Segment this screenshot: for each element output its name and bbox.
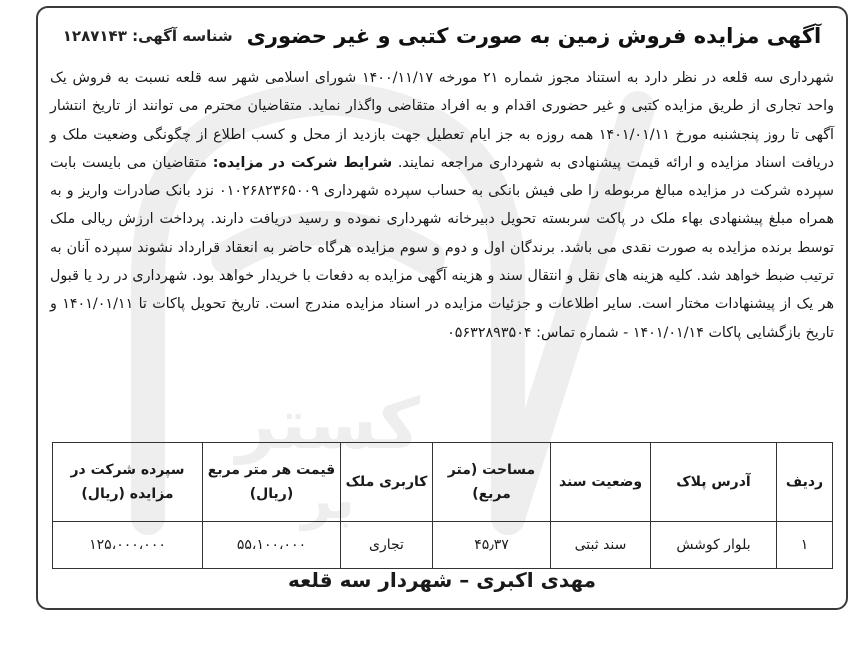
cell-deposit: ۱۲۵،۰۰۰،۰۰۰ xyxy=(53,522,203,569)
col-header-deposit: سپرده شرکت در مزایده (ریال) xyxy=(53,443,203,522)
notice-body xyxy=(50,64,834,347)
col-header-usage: کاربری ملک xyxy=(341,443,433,522)
property-table xyxy=(52,442,833,569)
col-header-area: مساحت (متر مربع) xyxy=(433,443,551,522)
notice-title: آگهی مزایده فروش زمین به صورت کتبی و غیر حضوری xyxy=(246,24,822,48)
notice-id: شناسه آگهی: ۱۲۸۷۱۴۳ xyxy=(62,27,233,45)
col-header-price-per-meter: قیمت هر متر مربع (ریال) xyxy=(203,443,341,522)
conditions-text: متقاضیان می بایست بابت سپرده شرکت در مزایده مبالغ مربوطه را طی فیش بانکی به حساب سپرده شهرداری ۰۱۰۲۶۸۲۳۶۵۰۰۹ نزد بانک صادرات واریز و به همراه مبلغ پیشنهادی بهاء ملک در پاکت سربسته تحویل دبیرخانه شهرداری نموده و رسید دریافت دارند. پرداخت ارزش ریالی ملک توسط برنده مزایده به صورت نقدی می باشد. برندگان اول و دوم و سوم مزایده هرگاه حاضر به انعقاد قرارداد نشوند سپرده آنان به ترتیب ضبط خواهد شد. کلیه هزینه های نقل و انتقال سند و هزینه آگهی مزایده به دفعات با خریدار خواهد بود. شهرداری در رد یا قبول هر یک از پیشنهادات مختار است. سایر اطلاعات و جزئیات مزایده در اسناد مزایده مندرج است. تاریخ تحویل پاکات تا ۱۴۰۱/۰۱/۱۱ و تاریخ بازگشایی پاکات ۱۴۰۱/۰۱/۱۴ - xyxy=(50,154,834,341)
col-header-deed-status: وضعیت سند xyxy=(551,443,651,522)
conditions-heading: شرایط شرکت در مزایده: xyxy=(212,154,393,171)
cell-address: بلوار کوشش xyxy=(651,522,777,569)
intro-text: شهرداری سه قلعه در نظر دارد به استناد مجوز شماره ۲۱ مورخه ۱۴۰۰/۱۱/۱۷ شورای اسلامی شهر سه قلعه نسبت به فروش یک واحد تجاری از طریق مزایده کتبی و غیر حضوری اقدام و به افراد متقاضی واگذار نماید. متقاضیان محترم می توانند از تاریخ انتشار آگهی تا روز پنجشنبه مورخ ۱۴۰۱/۰۱/۱۱ همه روزه به جز ایام تعطیل جهت بازدید از محل و کسب اطلاع از چگونگی وضعیت ملک و دریافت اسناد مزایده و ارائه قیمت پیشنهادی به شهرداری مراجعه نمایند. xyxy=(50,70,835,171)
notice-paragraph xyxy=(50,64,834,347)
cell-row-number: ۱ xyxy=(777,522,833,569)
table-header-row xyxy=(53,443,833,522)
signature: مهدی اکبری – شهردار سه قلعه xyxy=(287,568,597,592)
notice-frame xyxy=(36,6,848,610)
contact-phone: شماره تماس: ۰۵۶۳۲۸۹۳۵۰۴ xyxy=(447,324,619,341)
svg-text:کستر: کستر xyxy=(235,383,421,465)
col-header-address: آدرس پلاک xyxy=(651,443,777,522)
cell-area: ۴۵٫۳۷ xyxy=(433,522,551,569)
cell-usage: تجاری xyxy=(341,522,433,569)
notice-header xyxy=(52,18,832,54)
table-row xyxy=(53,522,833,569)
col-header-row-number: ردیف xyxy=(777,443,833,522)
cell-price-per-meter: ۵۵،۱۰۰،۰۰۰ xyxy=(203,522,341,569)
cell-deed-status: سند ثبتی xyxy=(551,522,651,569)
svg-text:بر: بر xyxy=(301,468,355,531)
